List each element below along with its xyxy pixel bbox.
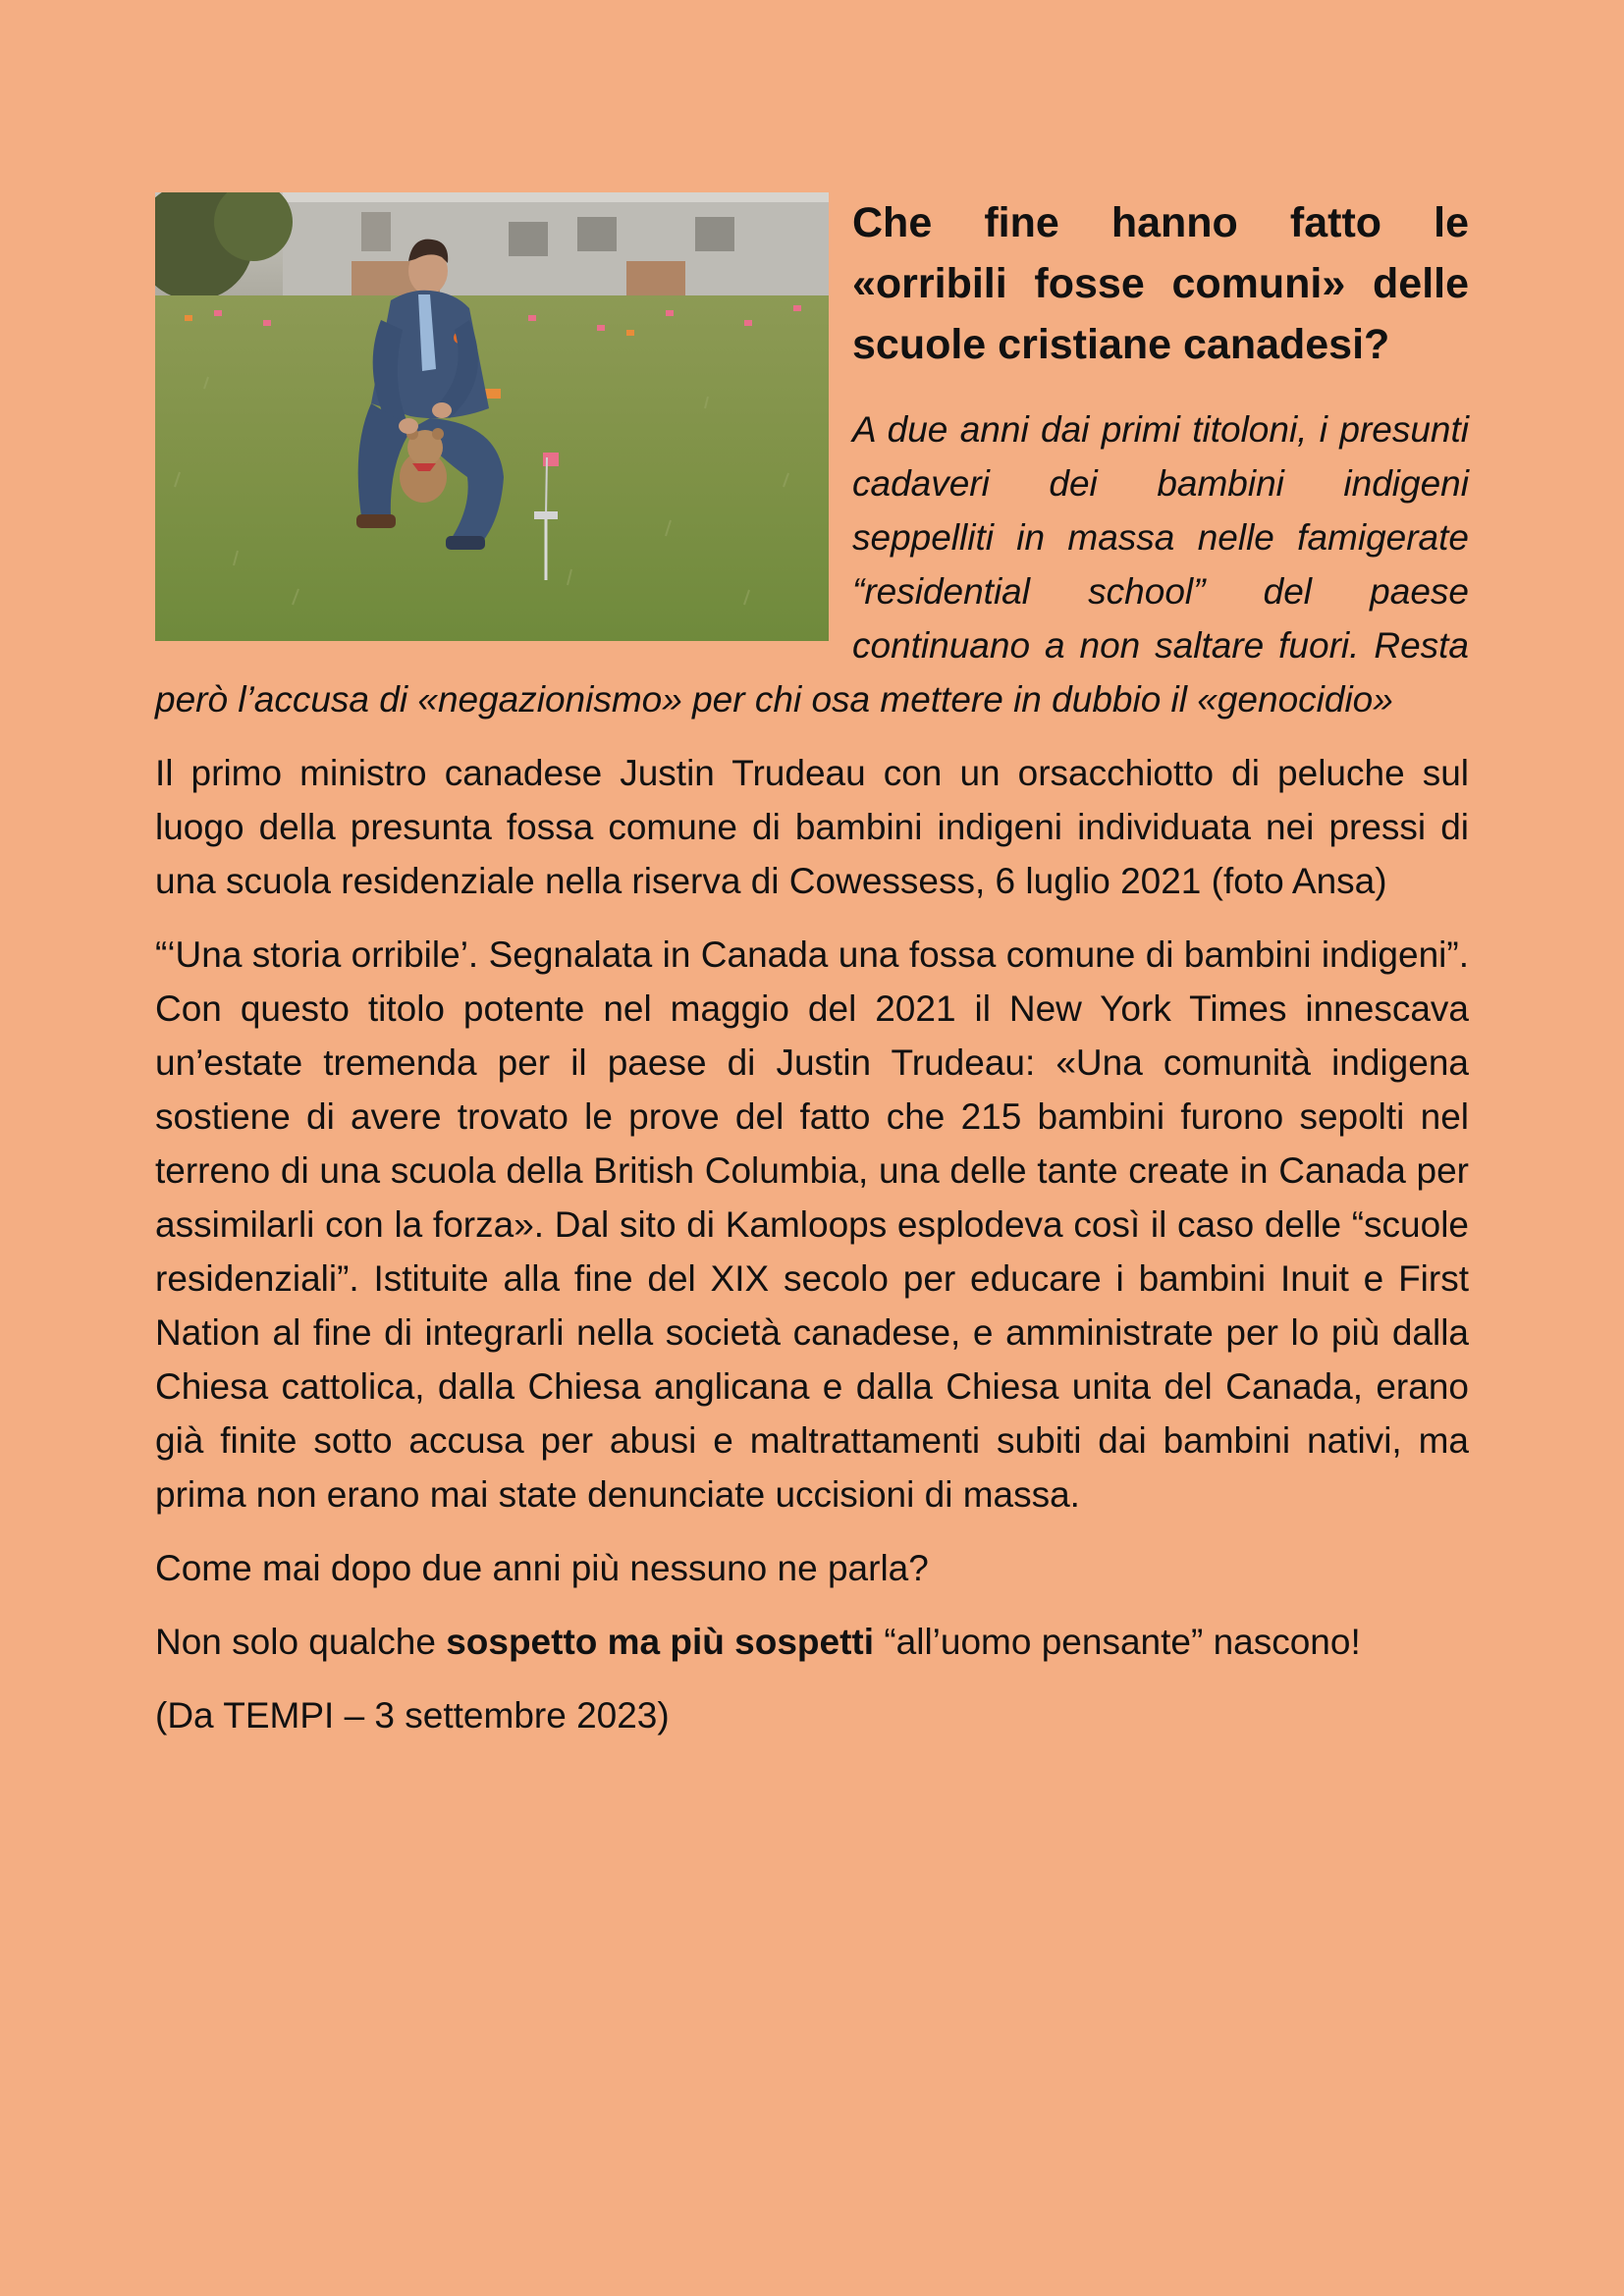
article: [155, 192, 1469, 1762]
article-source: (Da TEMPI – 3 settembre 2023): [155, 1695, 670, 1735]
photo-caption: Il primo ministro canadese Justin Trudeau con un orsacchiotto di peluche sul luogo della presunta fossa comune di bambini indigeni individuata nei pressi di una scuola residenziale nella riserva di Cowessess, 6 luglio 2021 (foto Ansa): [155, 753, 1469, 901]
suspicion-bold-text: sospetto ma più sospetti: [446, 1622, 875, 1662]
article-body: “‘Una storia orribile’. Segnalata in Canada una fossa comune di bambini indigeni”. Con questo titolo potente nel maggio del 2021 il New York Times innescava un’estate tremenda per il paese di Justin Trudeau: «Una comunità indigena sostiene di avere trovato le prove del fatto che 215 bambini furono sepolti nel terreno di una scuola della British Columbia, una delle tante create in Canada per assimilarli con la forza». Dal sito di Kamloops esplodeva così il caso delle “scuole residenziali”. Istituite alla fine del XIX secolo per educare i bambini Inuit e First Nation al fine di integrarli nella società canadese, e amministrate per lo più dalla Chiesa cattolica, dalla Chiesa anglicana e dalla Chiesa unita del Canada, erano già finite sotto accusa per abusi e maltrattamenti subiti dai bambini nativi, ma prima non erano mai state denunciate uccisioni di massa.: [155, 934, 1469, 1515]
article-title: Che fine hanno fatto le «orribili fosse comuni» delle scuole cristiane canadesi?: [852, 199, 1469, 368]
suspicion-text-end: “all’uomo pensante” nascono!: [874, 1622, 1361, 1662]
article-question: Come mai dopo due anni più nessuno ne parla?: [155, 1548, 929, 1588]
article-photo: [155, 192, 829, 641]
article-subtitle: A due anni dai primi titoloni, i presunti cadaveri dei bambini indigeni seppelliti in massa nelle famigerate “residential school” del paese continuano a non saltare fuori. Resta però l’accusa di «negazionismo» per chi osa mettere in dubbio il «genocidio»: [155, 409, 1469, 720]
suspicion-text-start: Non solo qualche: [155, 1622, 447, 1662]
photo-image: [155, 192, 829, 641]
article-suspicion: [155, 1615, 1469, 1669]
